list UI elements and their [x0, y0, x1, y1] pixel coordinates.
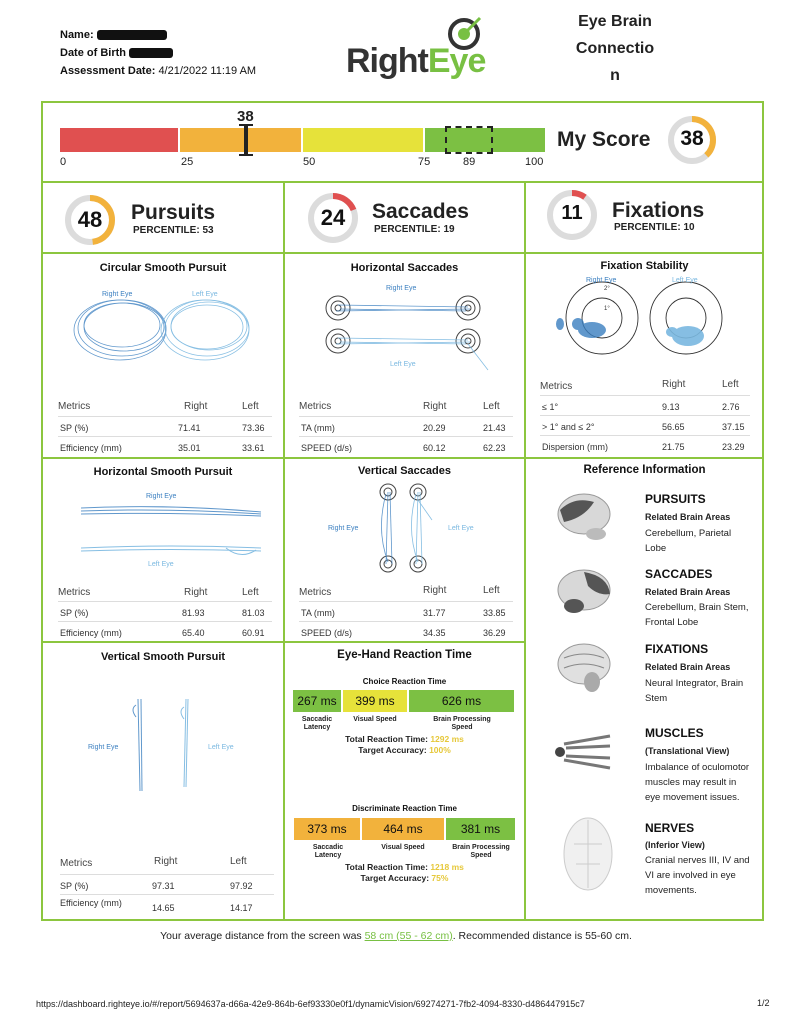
saccades-score: 24	[320, 205, 346, 230]
th-right: Right	[662, 379, 686, 390]
metric-right: 81.93	[182, 608, 205, 618]
th-left: Left	[242, 587, 259, 598]
metric-name: > 1° and ≤ 2°	[542, 422, 595, 432]
report-url: https://dashboard.righteye.io/#/report/5694637a-d66a-42e9-864b-6ef93330e0f1/dynamicVision/69274271-7fb2-4094-8330-d486447915c7	[36, 999, 585, 1009]
redacted-name	[97, 30, 167, 40]
divider	[41, 181, 764, 183]
discriminate-total-value: 1218 ms	[430, 862, 464, 872]
discriminate-reaction-title: Discriminate Reaction Time	[352, 804, 457, 813]
fixation-left-eye-label: Left Eye	[672, 277, 698, 284]
circular-pursuit-left-eye-label: Left Eye	[192, 291, 218, 298]
ref-saccades-sub: Related Brain Areas	[645, 587, 731, 597]
metric-name: SPEED (d/s)	[301, 628, 353, 638]
table-row	[540, 415, 750, 435]
tick-50: 50	[303, 156, 316, 168]
horizontal-saccades-left-eye-label: Left Eye	[390, 361, 416, 368]
horizontal-pursuit-left-eye-label: Left Eye	[148, 561, 174, 568]
fixations-score: 11	[561, 202, 583, 224]
ref-pursuits-text	[645, 526, 731, 556]
divider	[524, 181, 526, 921]
fixations-percentile: PERCENTILE: 10	[614, 222, 695, 233]
choice-accuracy-label: Target Accuracy:	[358, 745, 427, 755]
table-row	[299, 621, 513, 641]
th-metrics: Metrics	[58, 587, 91, 598]
brain-pursuits-icon	[554, 488, 614, 550]
table-row	[299, 601, 513, 621]
choice-accuracy-value: 100%	[429, 745, 451, 755]
fixation-stability-plot	[548, 274, 738, 364]
righteye-logo	[346, 16, 496, 86]
th-right: Right	[423, 585, 447, 596]
ref-line: Cerebellum, Brain Stem,	[645, 602, 749, 613]
vertical-saccades-table	[299, 583, 513, 641]
tick-100: 100	[525, 156, 544, 168]
distance-note	[0, 930, 792, 942]
th-right: Right	[154, 856, 178, 867]
metric-left: 23.29	[722, 442, 745, 452]
fixation-stability-table	[540, 377, 750, 455]
ref-nerves-sub: (Inferior View)	[645, 840, 705, 850]
th-metrics: Metrics	[540, 381, 573, 392]
ref-line: Stem	[645, 693, 668, 704]
table-row	[58, 621, 272, 641]
logo-right-text: Right	[346, 42, 428, 80]
fixation-ring-2-label: 2°	[604, 286, 610, 292]
ref-line: movements.	[645, 885, 697, 896]
brain-nerves-icon	[560, 814, 616, 894]
vertical-pursuit-title: Vertical Smooth Pursuit	[100, 651, 226, 663]
metric-right: 60.12	[423, 443, 446, 453]
metric-name: SP (%)	[60, 881, 89, 891]
table-row	[58, 416, 272, 436]
table-row	[60, 874, 274, 894]
th-metrics: Metrics	[299, 401, 332, 412]
metric-right: 14.65	[152, 903, 175, 913]
logo-eye-text: Eye	[427, 42, 486, 80]
th-left: Left	[483, 585, 500, 596]
my-score-gauge	[666, 114, 718, 166]
metric-left: 81.03	[242, 608, 265, 618]
metric-right: 31.77	[423, 608, 446, 618]
table-row	[540, 435, 750, 455]
metric-left: 60.91	[242, 628, 265, 638]
vertical-saccades-right-eye-label: Right Eye	[328, 525, 359, 532]
patient-info	[60, 26, 256, 80]
tick-0: 0	[60, 156, 67, 168]
target-range-box	[445, 126, 493, 154]
table-row	[60, 894, 274, 920]
vertical-saccades-plot	[320, 480, 500, 576]
name-label: Name:	[60, 29, 94, 41]
th-left: Left	[483, 401, 500, 412]
ref-saccades-text	[645, 600, 748, 630]
metric-name: ≤ 1°	[542, 402, 559, 412]
table-row	[540, 395, 750, 415]
metric-left: 36.29	[483, 628, 506, 638]
saccades-gauge	[306, 191, 360, 245]
horizontal-saccades-right-eye-label: Right Eye	[386, 285, 417, 292]
saccades-title: Saccades	[372, 200, 469, 223]
metric-name: Efficiency (mm)	[60, 628, 122, 638]
fixation-stability-title: Fixation Stability	[600, 260, 689, 272]
report-title-line-3: n	[610, 67, 620, 84]
choice-visual-box: 399 ms	[343, 690, 407, 712]
discriminate-saccadic-label: Saccadic Latency	[312, 844, 344, 859]
choice-saccadic-label: Saccadic Latency	[301, 716, 333, 731]
metric-right: 35.01	[178, 443, 201, 453]
vertical-pursuit-right-eye-label: Right Eye	[88, 744, 119, 751]
metric-name: Efficiency (mm)	[60, 443, 122, 453]
saccades-percentile: PERCENTILE: 19	[374, 224, 455, 235]
tick-75: 75	[418, 156, 431, 168]
table-row	[58, 601, 272, 621]
vertical-pursuit-table	[60, 856, 274, 920]
ref-fixations-sub: Related Brain Areas	[645, 662, 731, 672]
th-metrics: Metrics	[299, 587, 332, 598]
th-right: Right	[423, 401, 447, 412]
metric-right: 56.65	[662, 422, 685, 432]
brain-saccades-icon	[554, 566, 614, 628]
page-number: 1/2	[757, 998, 770, 1008]
table-row	[58, 436, 272, 456]
metric-right: 71.41	[178, 423, 201, 433]
metric-right: 20.29	[423, 423, 446, 433]
pursuits-score: 48	[77, 207, 103, 232]
th-metrics: Metrics	[58, 401, 91, 412]
fixation-ring-1-label: 1°	[604, 306, 610, 312]
discriminate-summary	[285, 862, 524, 884]
metric-left: 33.85	[483, 608, 506, 618]
score-marker-value: 38	[237, 108, 254, 125]
my-score-label: My Score	[557, 128, 651, 151]
table-row	[299, 436, 513, 456]
reference-title: Reference Information	[583, 464, 706, 476]
vertical-pursuit-left-eye-label: Left Eye	[208, 744, 234, 751]
circular-pursuit-right-eye-label: Right Eye	[102, 291, 133, 298]
th-right: Right	[184, 401, 208, 412]
tick-25: 25	[181, 156, 194, 168]
dob-label: Date of Birth	[60, 47, 126, 59]
ref-nerves-text	[645, 853, 750, 898]
horizontal-pursuit-title: Horizontal Smooth Pursuit	[93, 466, 233, 478]
choice-total-value: 1292 ms	[430, 734, 464, 744]
report-title	[560, 8, 670, 89]
metric-right: 34.35	[423, 628, 446, 638]
reaction-time-title: Eye-Hand Reaction Time	[337, 649, 472, 661]
my-score-value: 38	[680, 127, 704, 150]
distance-suffix: . Recommended distance is 55-60 cm.	[452, 930, 632, 942]
score-segment-orange	[180, 128, 301, 152]
horizontal-saccades-title: Horizontal Saccades	[350, 262, 459, 274]
metric-name: TA (mm)	[301, 423, 335, 433]
horizontal-pursuit-table	[58, 583, 272, 641]
metric-right: 21.75	[662, 442, 685, 452]
th-left: Left	[722, 379, 739, 390]
assessment-label: Assessment Date:	[60, 65, 156, 77]
ref-line: muscles may result in	[645, 777, 737, 788]
metric-name: Efficiency (mm)	[60, 898, 122, 908]
ref-pursuits-heading: PURSUITS	[645, 492, 706, 506]
choice-brain-label: Brain Processing Speed	[433, 716, 491, 731]
metric-left: 21.43	[483, 423, 506, 433]
discriminate-visual-box: 464 ms	[362, 818, 444, 840]
assessment-date: 4/21/2022 11:19 AM	[158, 65, 257, 77]
ref-line: Neural Integrator, Brain	[645, 678, 744, 689]
choice-summary	[285, 734, 524, 756]
ref-line: Cranial nerves III, IV and	[645, 855, 750, 866]
circular-pursuit-title: Circular Smooth Pursuit	[99, 262, 227, 274]
metric-left: 97.92	[230, 881, 253, 891]
ref-line: eye movement issues.	[645, 792, 740, 803]
ref-nerves-heading: NERVES	[645, 821, 695, 835]
choice-brain-box: 626 ms	[409, 690, 514, 712]
horizontal-pursuit-plot	[76, 488, 266, 570]
metric-left: 33.61	[242, 443, 265, 453]
metric-left: 37.15	[722, 422, 745, 432]
th-left: Left	[242, 401, 259, 412]
circular-pursuit-table	[58, 397, 272, 455]
fixation-right-eye-label: Right Eye	[586, 277, 617, 284]
choice-total-label: Total Reaction Time:	[345, 734, 428, 744]
discriminate-brain-label: Brain Processing Speed	[452, 844, 510, 859]
discriminate-accuracy-label: Target Accuracy:	[360, 873, 430, 883]
distance-value: 58 cm (55 - 62 cm)	[364, 930, 453, 942]
ref-line: Lobe	[645, 543, 667, 554]
choice-reaction-title: Choice Reaction Time	[362, 677, 447, 686]
metric-left: 62.23	[483, 443, 506, 453]
metric-left: 73.36	[242, 423, 265, 433]
vertical-saccades-left-eye-label: Left Eye	[448, 525, 474, 532]
metric-name: Dispersion (mm)	[542, 442, 609, 452]
ref-line: Cerebellum, Parietal	[645, 528, 732, 539]
score-segment-red	[60, 128, 178, 152]
ref-fixations-heading: FIXATIONS	[645, 642, 709, 656]
th-left: Left	[230, 856, 247, 867]
score-marker	[244, 124, 248, 156]
ref-line: VI are involved in eye	[645, 870, 736, 881]
ref-muscles-heading: MUSCLES	[645, 726, 704, 740]
metric-name: TA (mm)	[301, 608, 335, 618]
ref-line: Imbalance of oculomotor	[645, 762, 750, 773]
ref-pursuits-sub: Related Brain Areas	[645, 512, 731, 522]
score-segment-yellow	[303, 128, 423, 152]
ref-fixations-text	[645, 676, 743, 706]
ref-muscles-text	[645, 760, 749, 805]
horizontal-pursuit-right-eye-label: Right Eye	[146, 493, 177, 500]
metric-right: 9.13	[662, 402, 680, 412]
discriminate-accuracy-value: 75%	[431, 873, 449, 883]
discriminate-brain-box: 381 ms	[446, 818, 515, 840]
choice-saccadic-box: 267 ms	[293, 690, 341, 712]
metric-name: SP (%)	[60, 608, 89, 618]
pursuits-gauge	[63, 193, 117, 247]
metric-left: 14.17	[230, 903, 253, 913]
pursuits-title: Pursuits	[131, 201, 216, 224]
brain-fixations-icon	[554, 640, 614, 702]
distance-prefix: Your average distance from the screen was	[160, 930, 362, 942]
horizontal-saccades-table	[299, 397, 513, 455]
vertical-saccades-title: Vertical Saccades	[358, 465, 451, 477]
discriminate-visual-label: Visual Speed	[381, 844, 425, 851]
metric-right: 65.40	[182, 628, 205, 638]
metric-left: 2.76	[722, 402, 740, 412]
ref-saccades-heading: SACCADES	[645, 567, 713, 581]
ref-line: Frontal Lobe	[645, 617, 699, 628]
eye-muscles-icon	[554, 732, 614, 772]
metric-right: 97.31	[152, 881, 175, 891]
horizontal-saccades-plot	[318, 278, 498, 373]
table-row	[299, 416, 513, 436]
score-marker-cap	[239, 154, 253, 156]
pursuits-percentile: PERCENTILE: 53	[133, 225, 214, 236]
divider	[41, 252, 764, 254]
redacted-dob	[129, 48, 173, 58]
vertical-pursuit-plot	[78, 695, 258, 795]
discriminate-total-label: Total Reaction Time:	[345, 862, 428, 872]
metric-name: SP (%)	[60, 423, 89, 433]
circular-pursuit-plot	[72, 285, 262, 370]
report-title-line-1: Eye Brain	[578, 13, 652, 30]
report-title-line-2: Connectio	[575, 40, 655, 57]
th-metrics: Metrics	[60, 858, 93, 869]
th-right: Right	[184, 587, 208, 598]
fixations-title: Fixations	[612, 199, 705, 222]
divider	[41, 457, 764, 459]
choice-visual-label: Visual Speed	[353, 716, 397, 723]
ref-muscles-sub: (Translational View)	[645, 746, 730, 756]
metric-name: SPEED (d/s)	[301, 443, 353, 453]
fixations-gauge	[545, 188, 599, 242]
discriminate-saccadic-box: 373 ms	[294, 818, 360, 840]
tick-89: 89	[463, 156, 476, 168]
